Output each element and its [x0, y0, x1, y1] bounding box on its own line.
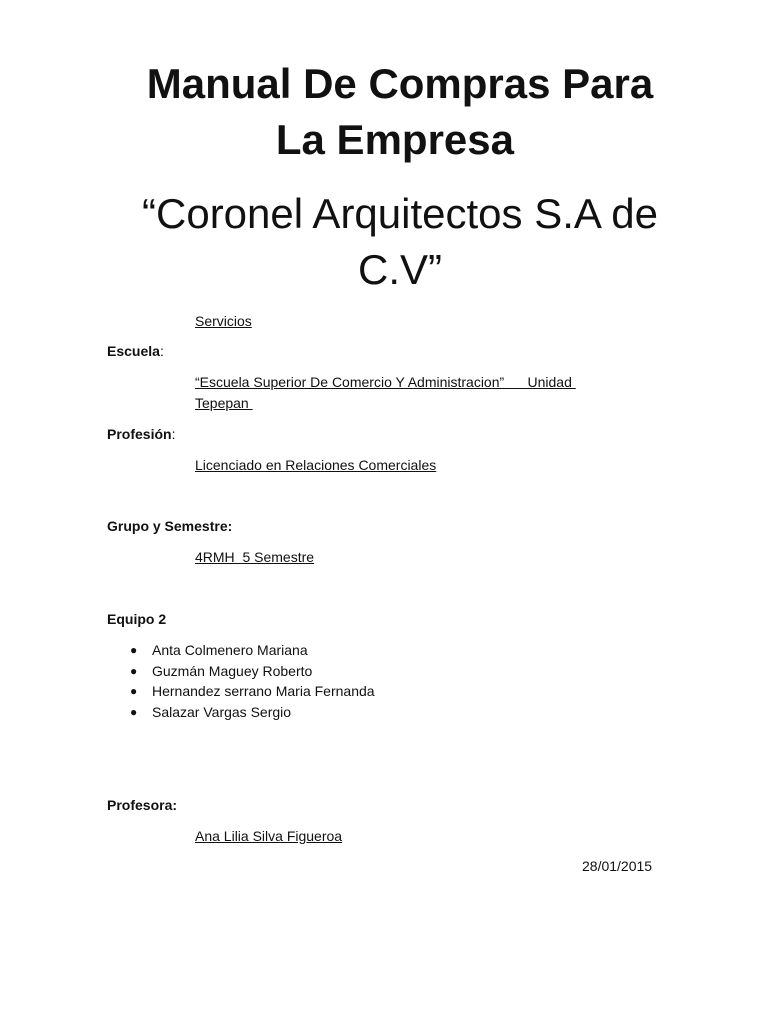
escuela-value-line-1: “Escuela Superior De Comercio Y Administracion” Unidad: [195, 374, 576, 390]
grupo-value: 4RMH 5 Semestre: [195, 549, 315, 565]
bullet-icon: ●: [130, 643, 138, 657]
list-item: [130, 681, 375, 702]
bullet-icon: ●: [130, 684, 138, 698]
servicios-value: Servicios: [195, 313, 252, 329]
equipo-label: Equipo 2: [107, 611, 167, 627]
document-title-line-1: Manual De Compras Para: [146, 60, 654, 107]
company-name-line-2: C.V”: [358, 246, 442, 293]
list-item: [130, 661, 375, 682]
escuela-label-text: Escuela: [107, 343, 160, 359]
member-name: Hernandez serrano Maria Fernanda: [152, 683, 375, 699]
profesion-label-text: Profesión: [107, 426, 172, 442]
profesion-value: Licenciado en Relaciones Comerciales: [195, 457, 437, 473]
company-name-line-1: “Coronel Arquitectos S.A de: [142, 190, 658, 237]
escuela-value-line-2: Tepepan: [195, 395, 253, 411]
profesora-label: Profesora:: [107, 797, 178, 813]
profesion-label-colon: :: [171, 426, 176, 442]
member-name: Guzmán Maguey Roberto: [152, 662, 313, 679]
grupo-label: Grupo y Semestre:: [107, 518, 233, 534]
team-members-list: [130, 640, 375, 722]
profesion-label: [107, 425, 175, 443]
escuela-label: [107, 342, 164, 360]
bullet-icon: ●: [130, 663, 138, 678]
bullet-icon: ●: [130, 704, 138, 719]
document-date: 28/01/2015: [582, 858, 653, 874]
list-item: [130, 640, 375, 661]
list-item: [130, 702, 375, 723]
document-title-line-2: La Empresa: [275, 116, 514, 163]
member-name: Salazar Vargas Sergio: [152, 703, 292, 720]
member-name: Anta Colmenero Mariana: [152, 642, 308, 658]
escuela-label-colon: :: [159, 343, 164, 359]
profesora-value: Ana Lilia Silva Figueroa: [195, 828, 343, 844]
